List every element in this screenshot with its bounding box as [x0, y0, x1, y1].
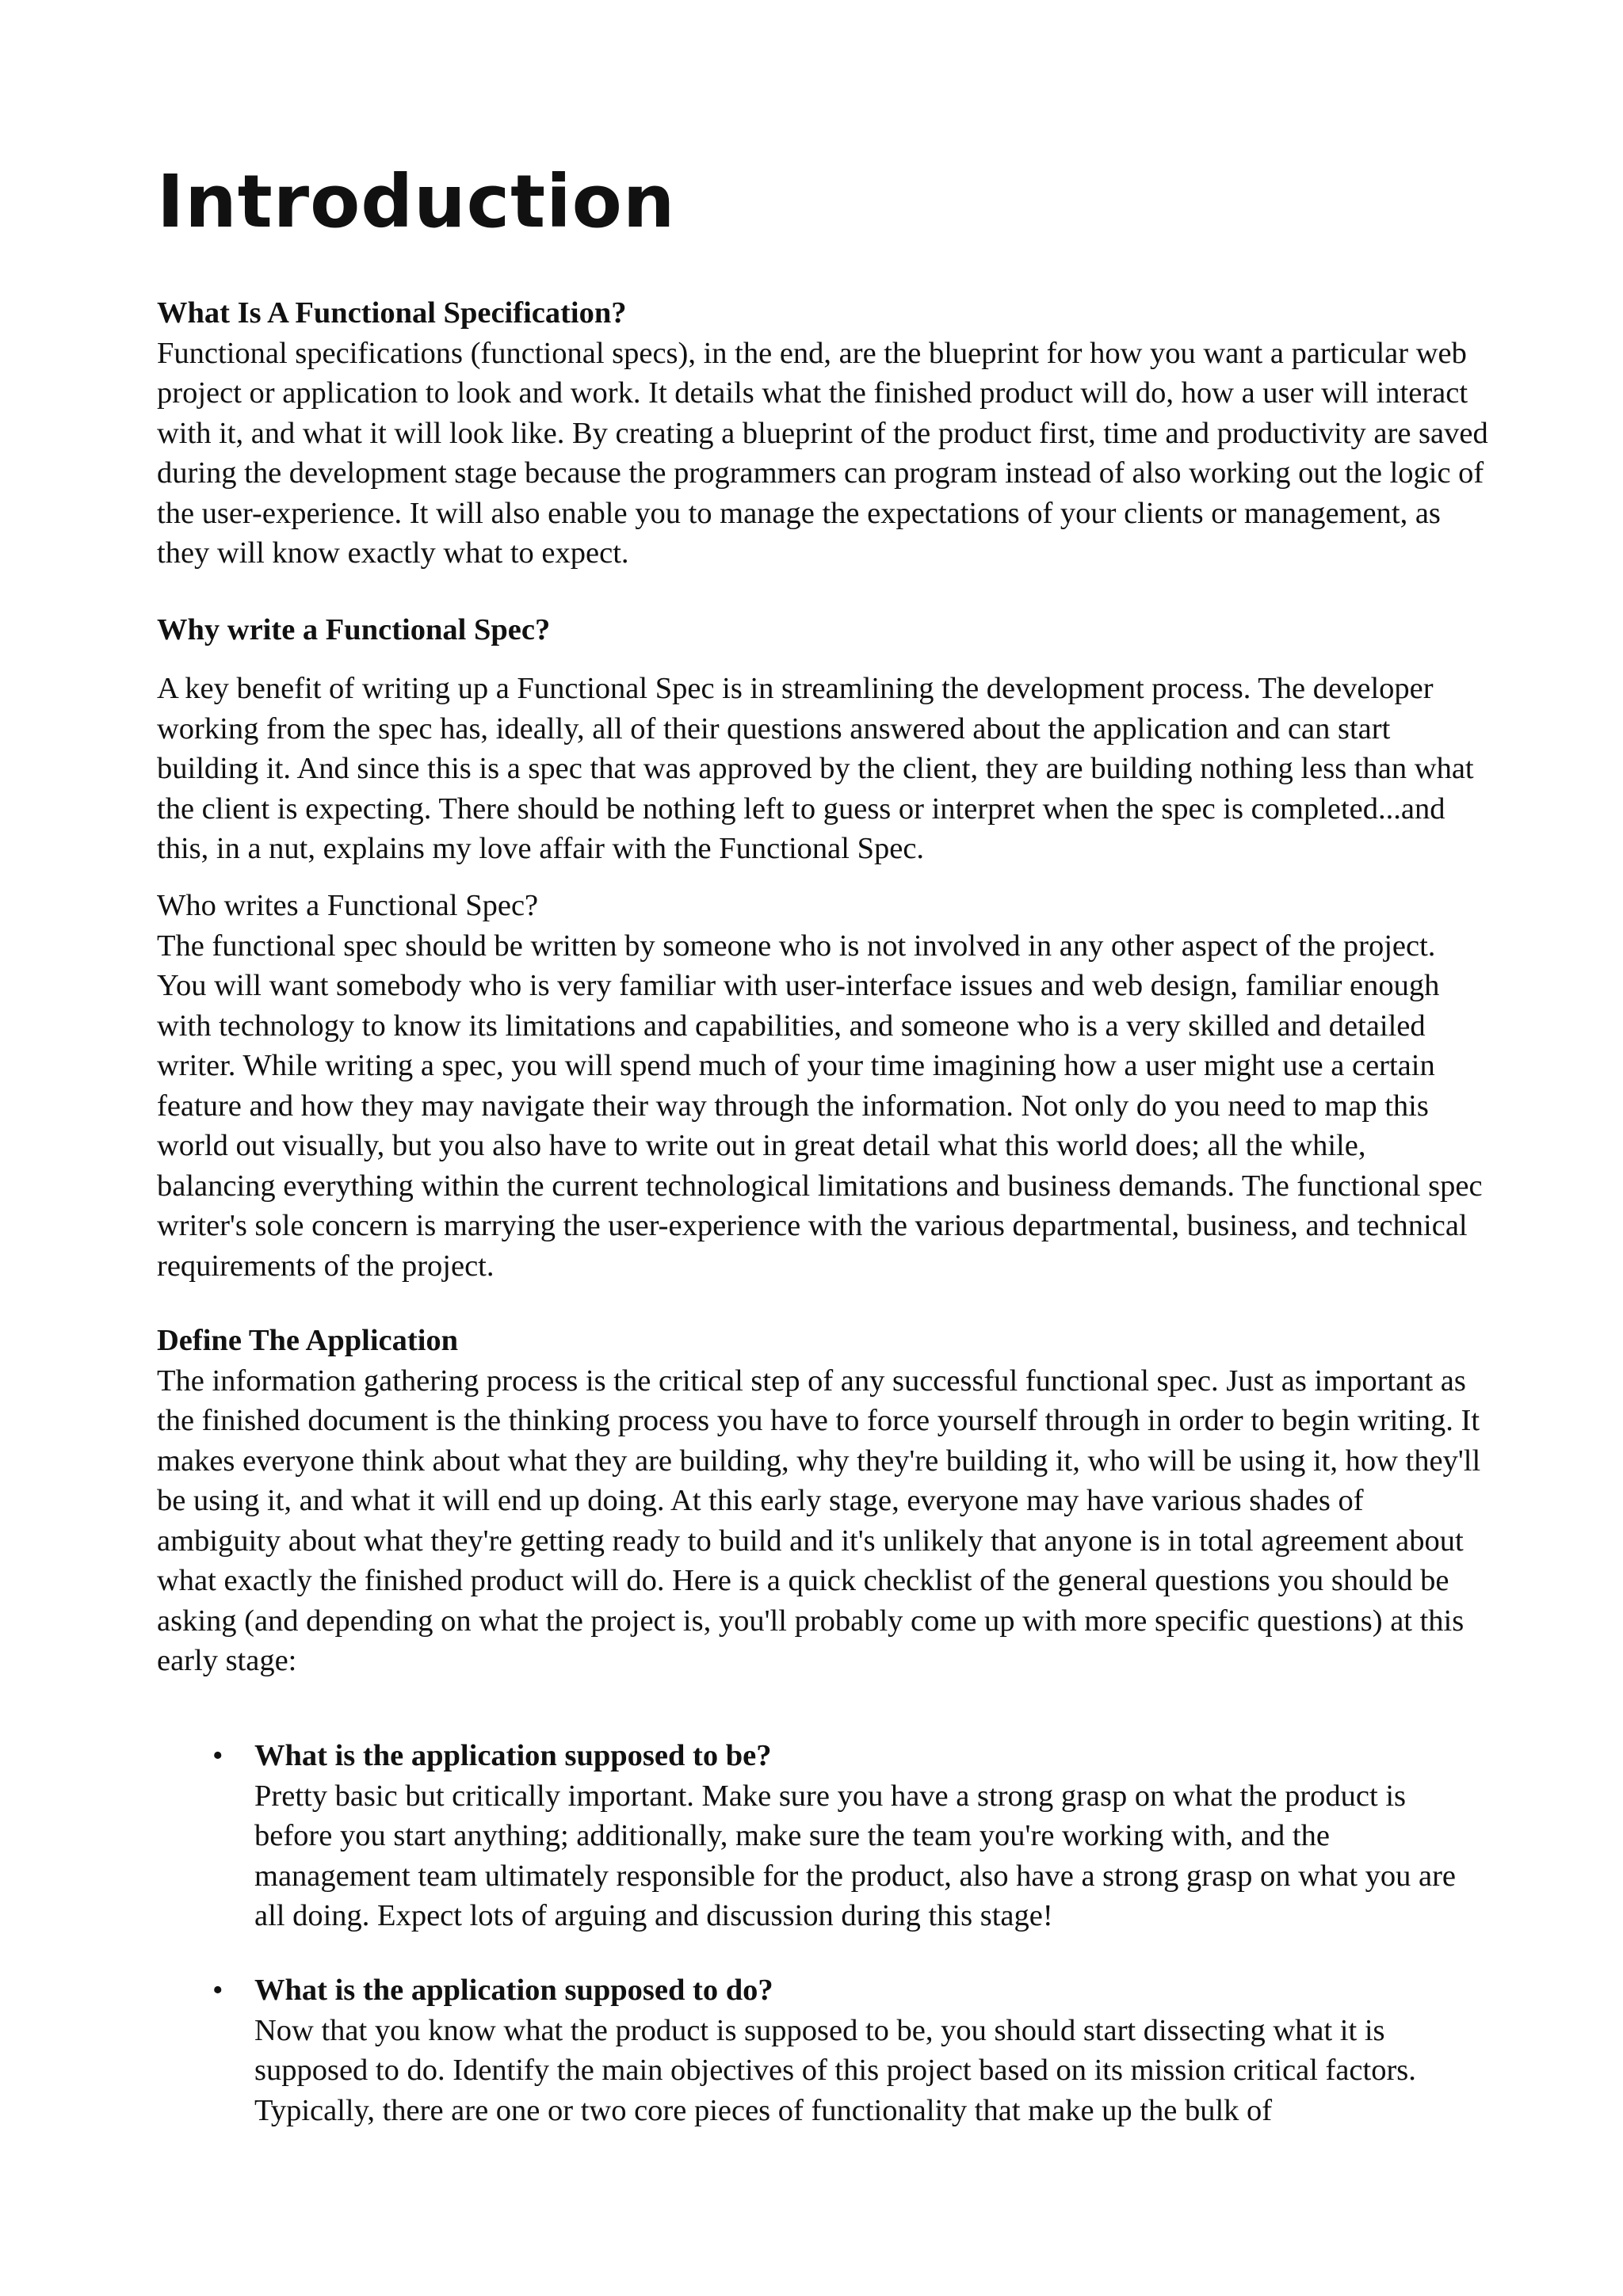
section-heading: Why write a Functional Spec? [157, 613, 551, 646]
list-item-question: What is the application supposed to do? [254, 1974, 773, 2007]
section-heading: Who writes a Functional Spec? [157, 889, 539, 922]
list-item-answer: Now that you know what the product is supposed to be, you should start dissecting what it is supposed to do. Identify the main objectives of this project based on its mission critical factors. Typically, there are one or two core pieces of functionality that make up the bulk of [254, 2013, 1416, 2127]
bullet-icon: • [212, 1974, 223, 2007]
page-title: Introduction [157, 159, 676, 244]
section-heading: Define The Application [157, 1324, 459, 1357]
section-body: Functional specifications (functional specs), in the end, are the blueprint for how you want a particular web project or application to look and work. It details what the finished product will do, how a user will interact with it, and what it will look like. By creating a blueprint of the product first, time and productivity are saved during the development stage because the programmers can program instead of also working out the logic of the user-experience. It will also enable you to manage the expectations of your clients or management, as they will know exactly what to expect. [157, 336, 1488, 570]
list-item-answer: Pretty basic but critically important. Make sure you have a strong grasp on what the product is before you start anything; additionally, make sure the team you're working with, and the management team ultimately responsible for the product, also have a strong grasp on what you are all doing. Expect lots of arguing and discussion during this stage! [254, 1779, 1457, 1932]
section-body: The information gathering process is the critical step of any successful functional spec. Just as important as the finished document is the thinking process you have to force yourself through in order to begin writing. It makes everyone think about what they are building, why they're building it, who will be using it, how they'll be using it, and what it will end up doing. At this early stage, everyone may have various shades of ambiguity about what they're getting ready to build and it's unlikely that anyone is in total agreement about what exactly the finished product will do. Here is a quick checklist of the general questions you should be asking (and depending on what the project is, you'll probably come up with more specific questions) at this early stage: [157, 1363, 1481, 1677]
section-define-application [157, 1321, 1488, 1681]
section-what-is [157, 293, 1488, 574]
list-item [157, 1736, 1488, 1936]
section-why-write-body [157, 669, 1488, 869]
section-why-write [157, 610, 1488, 650]
list-item-question: What is the application supposed to be? [254, 1739, 772, 1772]
list-item [157, 1970, 1488, 2130]
section-body: The functional spec should be written by someone who is not involved in any other aspect of the project. You will want somebody who is very familiar with user-interface issues and web design, familiar enough with technology to know its limitations and capabilities, and someone who is a very skilled and detailed writer. While writing a spec, you will spend much of your time imagining how a user might use a certain feature and how they may navigate their way through the information. Not only do you need to map this world out visually, but you also have to write out in great detail what this world does; all the while, balancing everything within the current technological limitations and business demands. The functional spec writer's sole concern is marrying the user-experience with the various departmental, business, and technical requirements of the project. [157, 929, 1483, 1283]
section-body: A key benefit of writing up a Functional Spec is in streamlining the development process. The developer working from the spec has, ideally, all of their questions answered about the application and can start building it. And since this is a spec that was approved by the client, they are building nothing less than what the client is expecting. There should be nothing left to guess or interpret when the spec is completed...and this, in a nut, explains my love affair with the Functional Spec. [157, 672, 1474, 865]
section-heading: What Is A Functional Specification? [157, 296, 627, 330]
bullet-icon: • [212, 1739, 223, 1772]
section-who-writes [157, 886, 1488, 1286]
